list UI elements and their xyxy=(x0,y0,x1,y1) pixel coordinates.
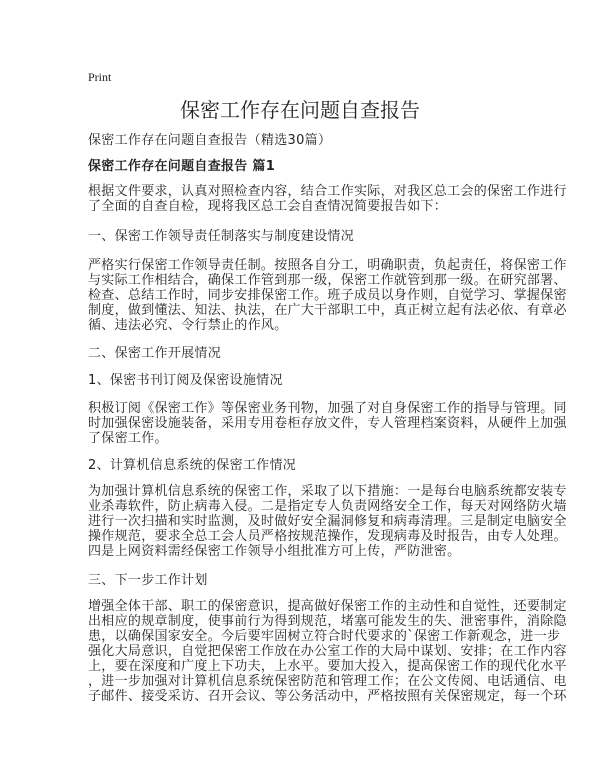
text-line: 强化大局意识，自觉把保密工作放在办公室工作的大局中谋划、安排；在工作内容 xyxy=(88,644,567,659)
sub2-paragraph xyxy=(88,484,567,559)
subtitle xyxy=(88,133,331,148)
subtitle-text: 保密工作存在问题自查报告（精选30篇） xyxy=(88,133,332,148)
text-line: 了保密工作。 xyxy=(88,431,168,446)
section3-paragraph xyxy=(88,599,567,704)
text-line: 根据文件要求，认真对照检查内容，结合工作实际，对我区总工会的保密工作进行 xyxy=(88,184,567,199)
page-title: 保密工作存在问题自查报告 xyxy=(180,98,420,122)
text-line: 患，以确保国家安全。今后要牢固树立符合时代要求的`保密工作新观念，进一步 xyxy=(88,629,561,644)
text-line: 时加强保密设施装备，采用专用卷柜存放文件，专人管理档案资料，从硬件上加强 xyxy=(88,416,567,431)
article-heading xyxy=(88,159,275,174)
text-line: 上，要在深度和广度上下功夫，上水平。要加大投入，提高保密工作的现代化水平 xyxy=(88,659,567,674)
text-line: 子邮件、接受采访、召开会议、等公务活动中，严格按照有关保密规定，每一个环 xyxy=(88,689,567,704)
print-label: Print xyxy=(88,70,112,84)
text-line: 进行一次扫描和实时监测，及时做好安全漏洞修复和病毒清理。三是制定电脑安全 xyxy=(88,514,567,529)
section1-heading xyxy=(88,229,354,244)
heading-text: 三、下一步工作计划 xyxy=(88,573,208,588)
heading-text: 二、保密工作开展情况 xyxy=(88,346,222,361)
text-line: 操作规范，要求全总工会人员严格按规范操作，发现病毒及时报告，由专人处理。 xyxy=(88,529,567,544)
section1-paragraph xyxy=(88,258,567,333)
section2-heading xyxy=(88,346,221,361)
text-line: 积极订阅《保密工作》等保密业务刊物，加强了对自身保密工作的指导与管理。同 xyxy=(88,401,567,416)
text-line: 严格实行保密工作领导责任制。按照各自分工，明确职责，负起责任，将保密工作 xyxy=(88,258,567,273)
article-heading-text: 保密工作存在问题自查报告 篇1 xyxy=(88,159,276,174)
text-line: 循、违法必究、令行禁止的作风。 xyxy=(88,318,288,333)
text-line: 业杀毒软件，防止病毒入侵。二是指定专人负责网络安全工作，每天对网络防火墙 xyxy=(88,499,567,514)
sub1-paragraph xyxy=(88,401,567,446)
text-line: 了全面的自查自检，现将我区总工会自查情况简要报告如下： xyxy=(88,199,448,214)
text-line: 为加强计算机信息系统的保密工作，采取了以下措施：一是每台电脑系统都安装专 xyxy=(88,484,567,499)
heading-text: 一、保密工作领导责任制落实与制度建设情况 xyxy=(88,229,355,244)
text-line: ，进一步加强对计算机信息系统保密防范和管理工作；在公文传阅、电话通信、电 xyxy=(88,674,567,689)
text-line: 检查、总结工作时，同步安排保密工作。班子成员以身作则，自觉学习、掌握保密 xyxy=(88,288,567,303)
text-line: 出相应的规章制度，使事前行为得到规范，堵塞可能发生的失、泄密事件，消除隐 xyxy=(88,614,567,629)
intro-paragraph xyxy=(88,184,567,214)
sub2-heading xyxy=(88,458,296,473)
sub1-heading xyxy=(88,373,283,388)
text-line: 四是上网资料需经保密工作领导小组批准方可上传，严防泄密。 xyxy=(88,544,461,559)
text-line: 制度，做到懂法、知法、执法，在广大干部职工中，真正树立起有法必依、有章必 xyxy=(88,303,567,318)
text-line: 增强全体干部、职工的保密意识，提高做好保密工作的主动性和自觉性，还要制定 xyxy=(88,599,567,614)
heading-text: 1、保密书刊订阅及保密设施情况 xyxy=(88,373,283,388)
heading-text: 2、计算机信息系统的保密工作情况 xyxy=(88,458,297,473)
section3-heading xyxy=(88,573,208,588)
text-line: 与实际工作相结合，确保工作管到那一级，保密工作就管到那一级。在研究部署、 xyxy=(88,273,567,288)
